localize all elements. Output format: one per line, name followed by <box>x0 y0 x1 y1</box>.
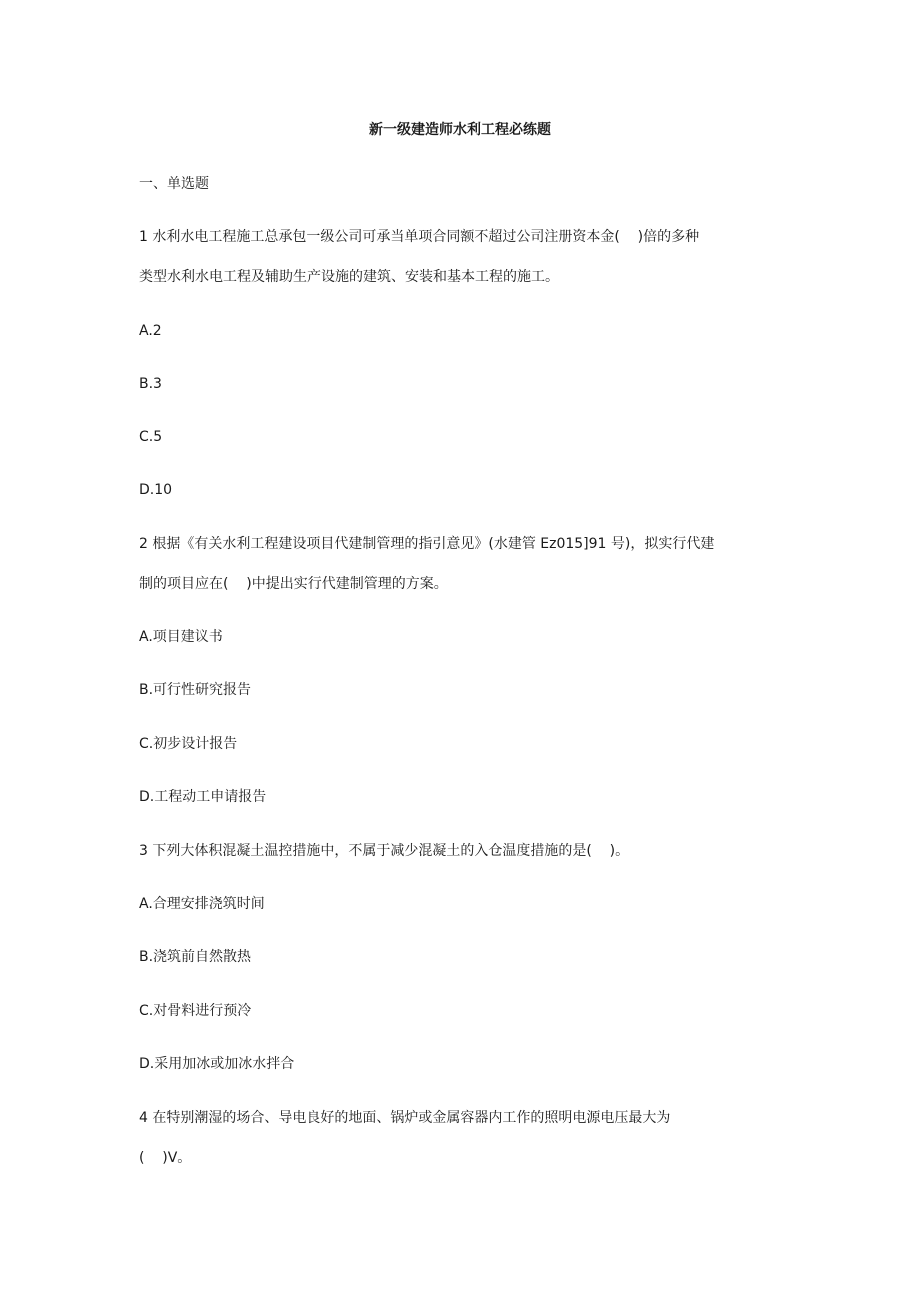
question-2-option-b: B.可行性研究报告 <box>139 682 252 698</box>
question-3-line-1: 3 下列大体积混凝土温控措施中，不属于减少混凝土的入仓温度措施的是( )。 <box>139 843 630 859</box>
question-3-option-a: A.合理安排浇筑时间 <box>139 896 265 912</box>
question-1-line-2: 类型水利水电工程及辅助生产设施的建筑、安装和基本工程的施工。 <box>139 269 559 285</box>
question-4-line-1: 4 在特别潮湿的场合、导电良好的地面、锅炉或金属容器内工作的照明电源电压最大为 <box>139 1110 671 1126</box>
question-1-option-d: D.10 <box>139 482 173 498</box>
question-1-option-a: A.2 <box>139 323 162 339</box>
question-2-option-d: D.工程动工申请报告 <box>139 789 267 805</box>
document-title: 新一级建造师水利工程必练题 <box>369 122 551 138</box>
question-1-option-c: C.5 <box>139 429 163 445</box>
question-4-line-2: ( )V。 <box>139 1150 192 1166</box>
question-2-option-c: C.初步设计报告 <box>139 736 238 752</box>
question-2-line-2: 制的项目应在( )中提出实行代建制管理的方案。 <box>139 576 448 592</box>
question-3-option-d: D.采用加冰或加冰水拌合 <box>139 1056 295 1072</box>
question-3-option-b: B.浇筑前自然散热 <box>139 949 252 965</box>
question-1-line-1: 1 水利水电工程施工总承包一级公司可承当单项合同额不超过公司注册资本金( )倍的多种 <box>139 229 700 245</box>
question-1-option-b: B.3 <box>139 376 162 392</box>
question-2-option-a: A.项目建议书 <box>139 629 223 645</box>
question-2-line-1: 2 根据《有关水利工程建设项目代建制管理的指引意见》(水建管 Ez015]91 号)，拟实行代建 <box>139 536 715 552</box>
question-3-option-c: C.对骨料进行预冷 <box>139 1003 252 1019</box>
section-heading: 一、单选题 <box>139 176 209 192</box>
